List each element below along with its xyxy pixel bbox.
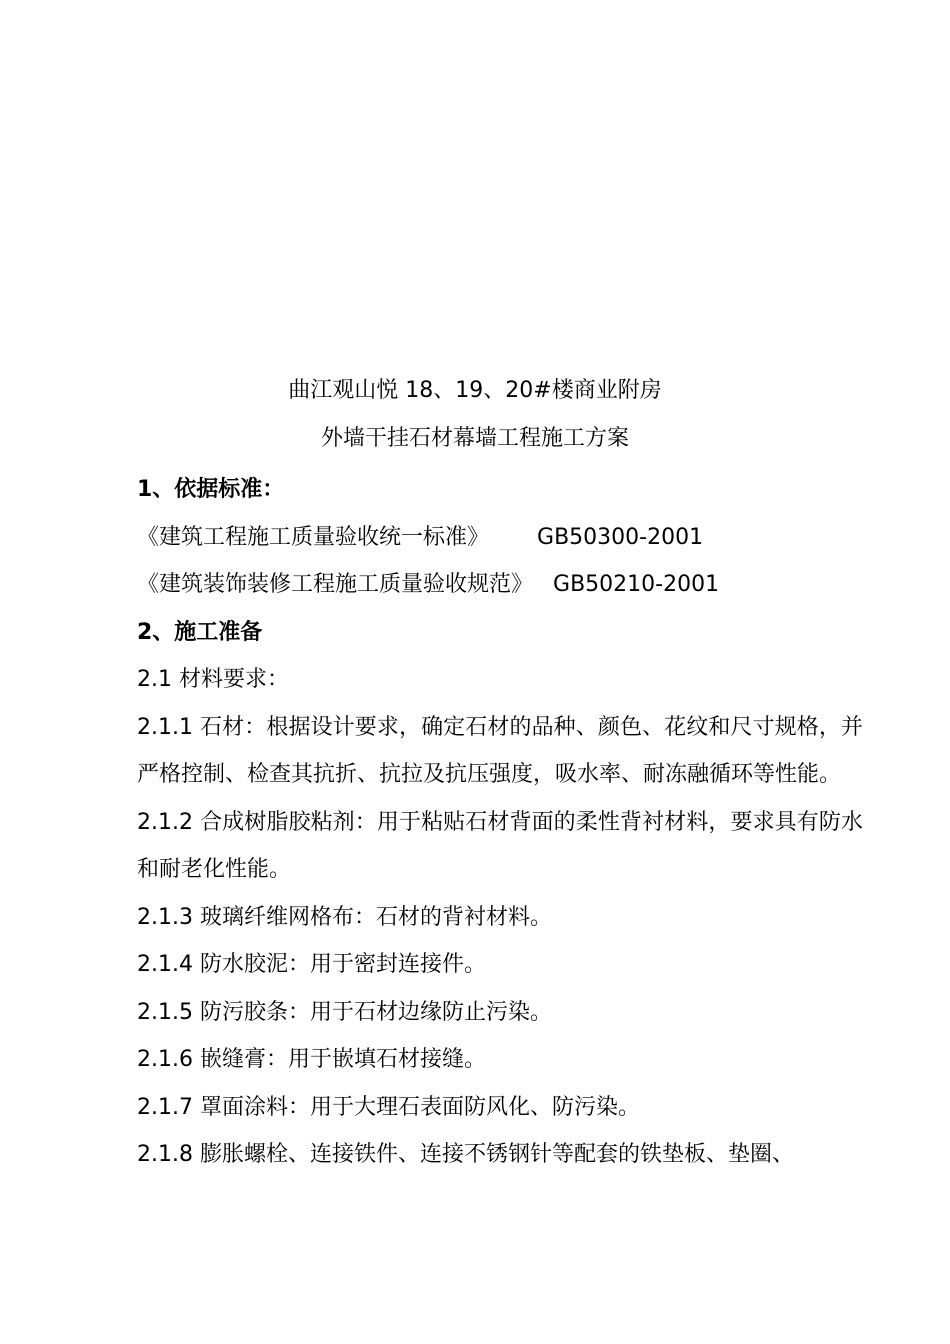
material-item: 2.1.7 罩面涂料：用于大理石表面防风化、防污染。 (137, 1094, 640, 1120)
document-title-line-1: 曲江观山悦 18、19、20#楼商业附房 (288, 378, 662, 403)
material-item: 2.1.5 防污胶条：用于石材边缘防止污染。 (137, 999, 552, 1025)
standard-line (137, 561, 863, 609)
section-1-heading: 1、依据标准： (137, 477, 285, 502)
material-item: 2.1.4 防水胶泥：用于密封连接件。 (137, 952, 486, 977)
section-2-heading: 2、施工准备 (137, 619, 263, 645)
standard-code: GB50300-2001 (537, 524, 704, 550)
material-item: 2.1.8 膨胀螺栓、连接铁件、连接不锈钢针等配套的铁垫板、垫圈、 (137, 1142, 794, 1167)
document-body (137, 466, 863, 1179)
material-item: 2.1.3 玻璃纤维网格布：石材的背衬材料。 (137, 904, 552, 930)
standard-line (137, 514, 863, 562)
section-2-subheading: 2.1 材料要求： (137, 667, 289, 692)
material-item: 2.1.6 嵌缝膏：用于嵌填石材接缝。 (137, 1047, 486, 1072)
material-item: 2.1.2 合成树脂胶粘剂：用于粘贴石材背面的柔性背衬材料，要求具有防水和耐老化性能。 (137, 809, 863, 882)
standard-name: 《建筑装饰装修工程施工质量验收规范》 (137, 572, 534, 597)
standard-name: 《建筑工程施工质量验收统一标准》 (137, 524, 490, 550)
material-item: 2.1.1 石材：根据设计要求，确定石材的品种、颜色、花纹和尺寸规格，并严格控制、检查其抗折、抗拉及抗压强度，吸水率、耐冻融循环等性能。 (137, 714, 863, 787)
standard-code: GB50210-2001 (553, 572, 720, 597)
document-title-line-2: 外墙干挂石材幕墙工程施工方案 (320, 426, 629, 451)
